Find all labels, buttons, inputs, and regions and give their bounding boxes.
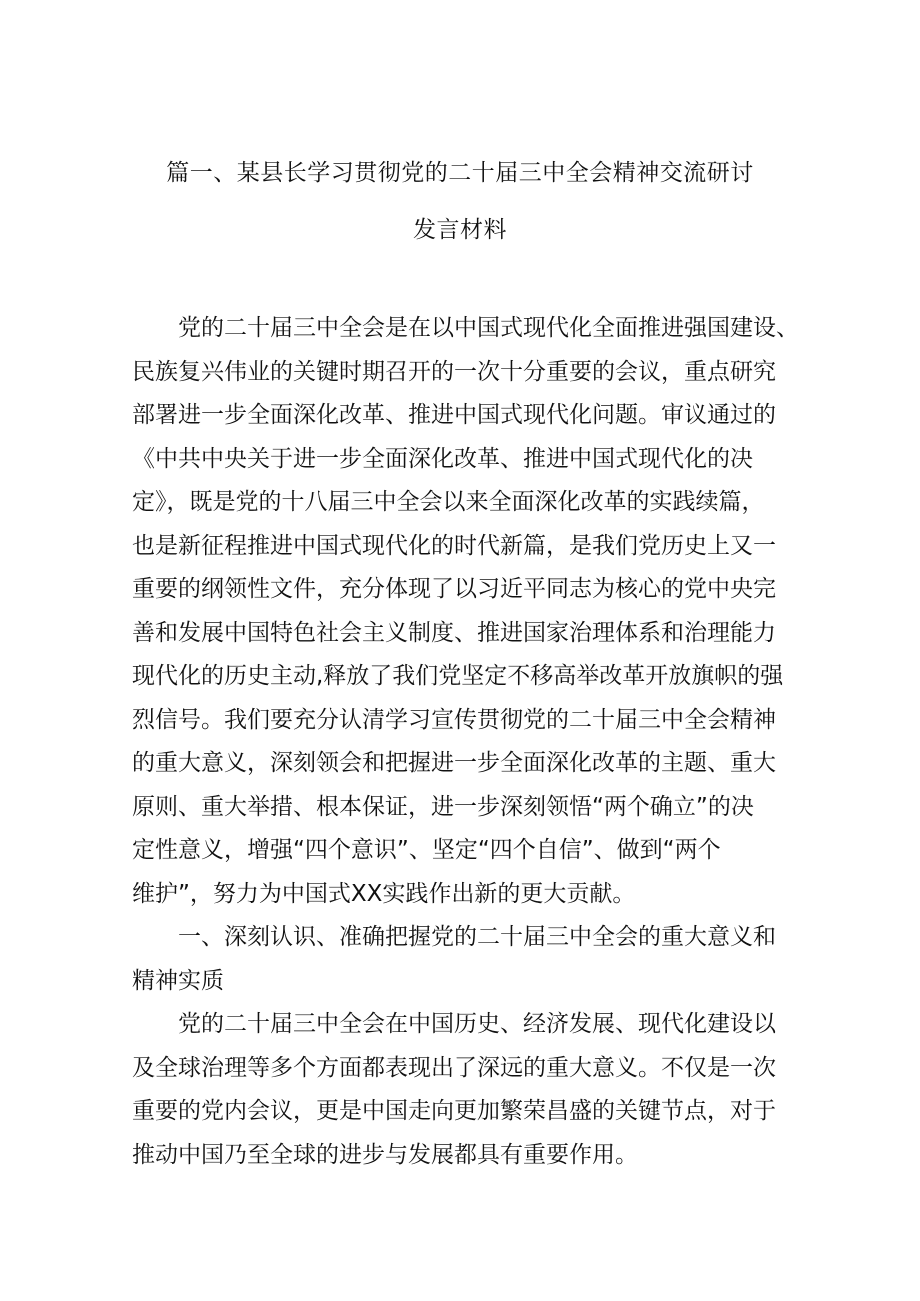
- body-line: 原则、重大举措、根本保证，进一步深刻领悟“两个确立”的决: [132, 794, 754, 820]
- section-heading-line: 精神实质: [132, 968, 224, 994]
- document-title-line-1: 篇一、某县长学习贯彻党的二十届三中全会精神交流研讨: [166, 160, 754, 186]
- body-line: 推动中国乃至全球的进步与发展都具有重要作用。: [132, 1142, 638, 1168]
- body-line: 的重大意义，深刻领会和把握进一步全面深化改革的主题、重大: [132, 750, 776, 776]
- body-line: 善和发展中国特色社会主义制度、推进国家治理体系和治理能力: [132, 620, 776, 646]
- body-line: 重要的党内会议，更是中国走向更加繁荣昌盛的关键节点，对于: [132, 1098, 776, 1124]
- body-line: 烈信号。我们要充分认清学习宣传贯彻党的二十届三中全会精神: [132, 707, 776, 733]
- body-line: 定》，既是党的十八届三中全会以来全面深化改革的实践续篇，: [132, 489, 765, 515]
- body-line: 部署进一步全面深化改革、推进中国式现代化问题。审议通过的: [132, 402, 776, 428]
- body-line: 定性意义，增强“四个意识”、坚定“四个自信”、做到“两个: [132, 837, 721, 863]
- body-line: 重要的纲领性文件，充分体现了以习近平同志为核心的党中央完: [132, 576, 776, 602]
- body-line: 党的二十届三中全会在中国历史、经济发展、现代化建设以: [178, 1011, 776, 1037]
- body-line: 《中共中央关于进一步全面深化改革、推进中国式现代化的决: [132, 446, 753, 472]
- body-line: 民族复兴伟业的关键时期召开的一次十分重要的会议，重点研究: [132, 359, 776, 385]
- document-title-line-2: 发言材料: [413, 217, 507, 243]
- body-line: 维护”，努力为中国式XX实践作出新的更大贡献。: [132, 881, 636, 907]
- body-line: 也是新征程推进中国式现代化的时代新篇，是我们党历史上又一: [132, 533, 776, 559]
- section-heading-line: 一、深刻认识、准确把握党的二十届三中全会的重大意义和: [178, 924, 776, 950]
- body-line: 及全球治理等多个方面都表现出了深远的重大意义。不仅是一次: [132, 1055, 776, 1081]
- body-line: 现代化的历史主动,释放了我们党坚定不移高举改革开放旗帜的强: [132, 663, 784, 689]
- body-line: 党的二十届三中全会是在以中国式现代化全面推进强国建设、: [178, 315, 799, 341]
